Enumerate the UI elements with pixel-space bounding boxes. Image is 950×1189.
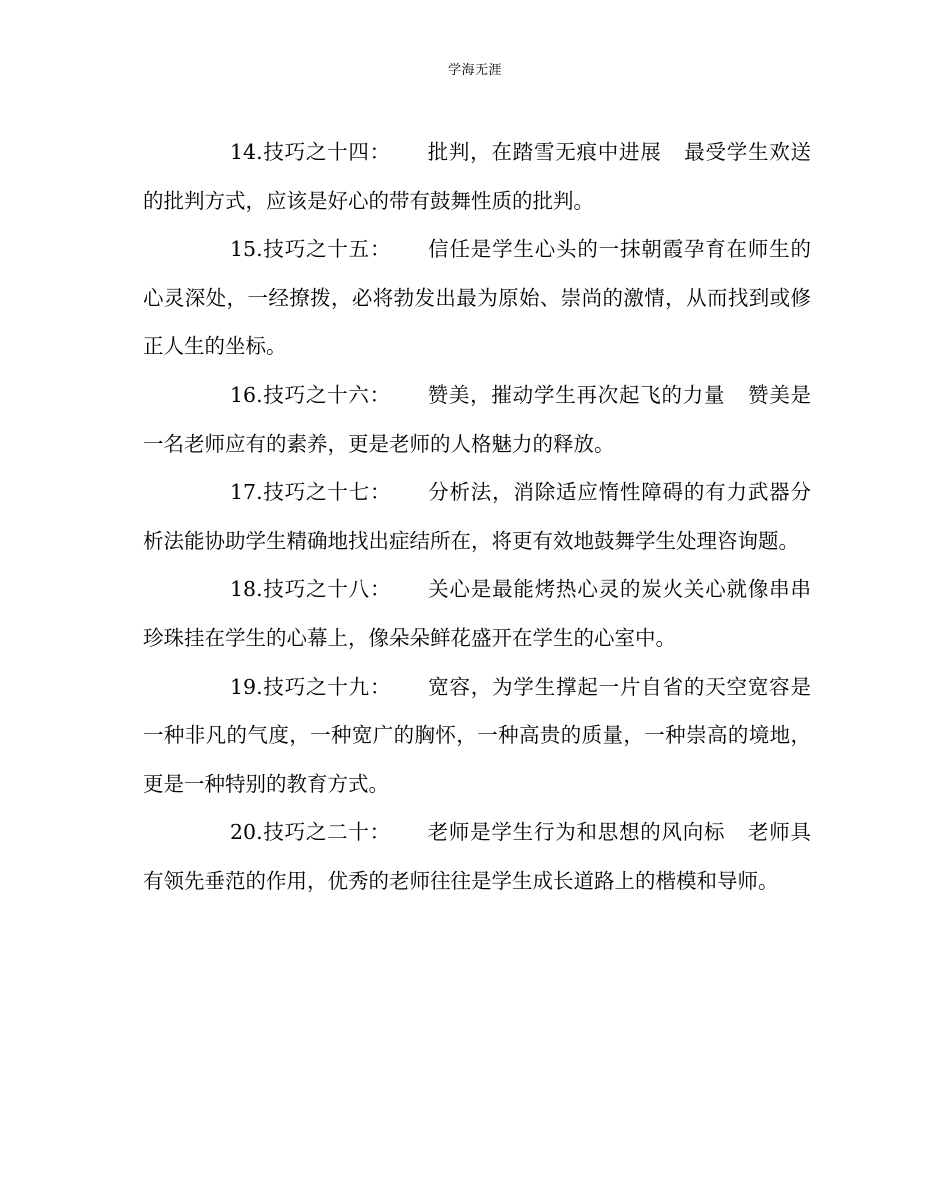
tip-body: 析法能协助学生精确地找出症结所在，将更有效地鼓舞学生处理咨询题。 xyxy=(143,528,799,553)
tip-label: 17.技巧之十七： xyxy=(230,480,392,505)
tip-title: 赞美，摧动学生再次起飞的力量 xyxy=(426,382,726,407)
tip-label: 20.技巧之二十： xyxy=(230,820,391,845)
paragraph-tip-19 xyxy=(143,663,811,809)
paragraph-tip-14 xyxy=(143,128,811,225)
paragraph-tip-16 xyxy=(143,371,811,468)
tip-title: 关心是最能烤热心灵的炭火关心就像串串 xyxy=(427,577,811,602)
tip-body: 心灵深处，一经撩拨，必将勃发出最为原始、崇尚的激情，从而找到或修正人生的坐标。 xyxy=(143,285,811,359)
tip-label: 14.技巧之十四： xyxy=(230,140,391,164)
tip-body: 最受学生欢送的批判方式，应该是好心的带有鼓舞性质的批判。 xyxy=(143,140,812,213)
tip-body: 老师具有领先垂范的作用，优秀的老师往往是学生成长道路上的楷模和导师。 xyxy=(143,820,812,893)
tip-title: 信任是学生心头的一抹朝霞孕育在师生的 xyxy=(427,237,811,262)
page-header: 学海无涯 xyxy=(447,63,502,78)
tip-title: 宽容，为学生撑起一片自省的天空宽容是 xyxy=(427,674,811,699)
tip-label: 16.技巧之十六： xyxy=(230,382,391,407)
tip-label: 15.技巧之十五： xyxy=(230,237,392,262)
tip-title: 老师是学生行为和思想的风向标 xyxy=(426,820,726,845)
tip-body: 赞美是一名老师应有的素养，更是老师的人格魅力的释放。 xyxy=(143,382,812,456)
tip-title: 批判，在踏雪无痕中进展 xyxy=(426,140,662,164)
paragraph-tip-20 xyxy=(143,808,811,905)
paragraph-tip-17 xyxy=(143,468,811,565)
paragraph-tip-18 xyxy=(143,565,811,662)
document-body xyxy=(143,128,811,906)
tip-label: 19.技巧之十九： xyxy=(230,674,392,699)
paragraph-tip-15 xyxy=(143,225,811,371)
tip-body: 一种非凡的气度，一种宽广的胸怀，一种高贵的质量，一种崇高的境地，更是一种特别的教育方式。 xyxy=(143,723,811,796)
tip-label: 18.技巧之十八： xyxy=(230,577,392,602)
tip-body: 珍珠挂在学生的心幕上，像朵朵鲜花盛开在学生的心室中。 xyxy=(143,625,676,650)
tip-title: 分析法，消除适应惰性障碍的有力武器分 xyxy=(427,480,811,505)
